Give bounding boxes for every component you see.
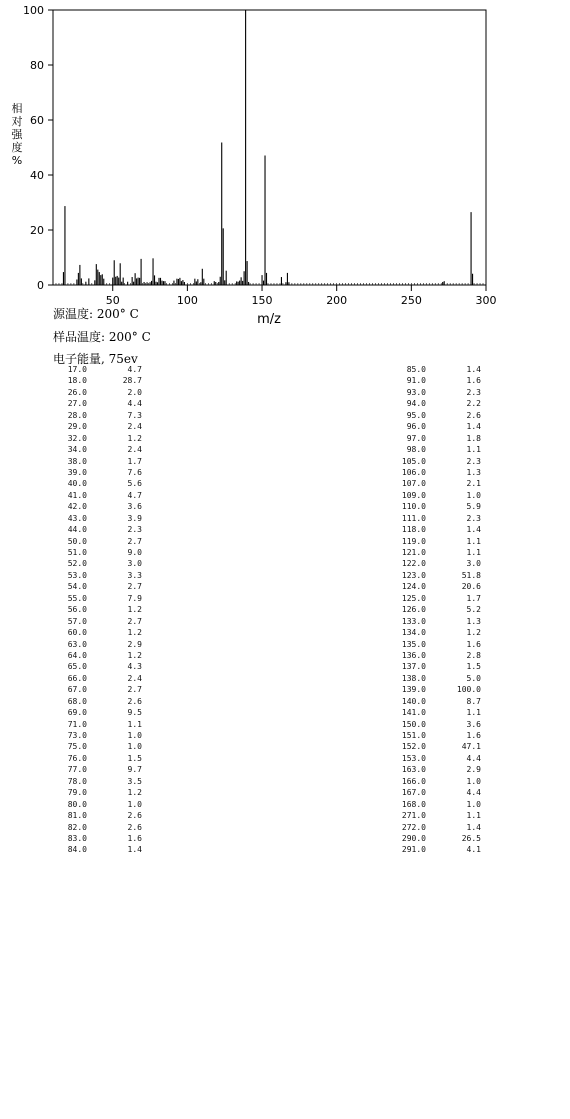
peak-intensity: 1.2 [466, 628, 481, 638]
peak-intensity: 1.1 [466, 548, 481, 557]
peak-intensity: 100.0 [456, 685, 481, 695]
peak-intensity: 9.0 [127, 548, 142, 557]
peak-row [396, 444, 481, 455]
peak-row [57, 661, 142, 672]
y-axis [23, 4, 53, 292]
peak-row [57, 536, 142, 547]
peak-intensity: 2.7 [127, 685, 142, 695]
peak-intensity: 2.1 [466, 479, 481, 489]
peak-intensity: 4.1 [466, 845, 481, 855]
peak-row [396, 433, 481, 444]
peak-row [57, 467, 142, 478]
peak-mz: 68.0 [67, 696, 87, 706]
x-axis [106, 285, 497, 307]
peak-mz: 38.0 [67, 456, 87, 466]
peak-row [396, 604, 481, 615]
x-tick-label: 200 [326, 294, 348, 307]
peak-mz: 119.0 [401, 536, 426, 546]
peak-mz: 26.0 [67, 387, 87, 397]
peak-mz: 271.0 [401, 811, 426, 821]
peak-row [57, 421, 142, 432]
peak-row [396, 627, 481, 638]
peak-row [57, 433, 142, 444]
peak-intensity: 4.4 [127, 399, 142, 409]
peak-row [57, 375, 142, 386]
peak-row [57, 387, 142, 398]
peak-intensity: 2.7 [127, 536, 142, 546]
peak-intensity: 1.7 [466, 593, 481, 603]
peak-intensity: 1.1 [466, 811, 481, 821]
peak-row [57, 844, 142, 855]
peak-row [396, 570, 481, 581]
peak-mz: 78.0 [67, 776, 87, 786]
peak-row [396, 741, 481, 752]
peak-row [396, 650, 481, 661]
peak-intensity: 2.9 [466, 765, 481, 775]
peak-row [57, 627, 142, 638]
y-tick-label: 100 [23, 4, 44, 17]
peak-intensity: 7.6 [127, 467, 142, 477]
peak-intensity: 2.3 [466, 387, 481, 397]
peak-intensity: 2.9 [127, 639, 142, 649]
peak-mz: 67.0 [67, 685, 87, 695]
peak-intensity: 2.0 [127, 387, 142, 397]
peak-row [57, 696, 142, 707]
peak-intensity: 20.6 [461, 582, 481, 592]
peak-intensity: 1.1 [466, 536, 481, 546]
peak-mz: 83.0 [67, 833, 87, 843]
peak-mz: 290.0 [401, 833, 426, 843]
peak-mz: 167.0 [401, 788, 426, 798]
peak-intensity: 1.8 [466, 433, 481, 443]
peak-intensity: 1.1 [466, 445, 481, 455]
peak-mz: 95.0 [406, 410, 426, 420]
electron-energy: 电子能量, 75ev [53, 352, 138, 366]
peak-row [396, 375, 481, 386]
x-tick-label: 300 [475, 294, 497, 307]
peak-mz: 98.0 [406, 445, 426, 455]
peak-intensity: 5.9 [466, 502, 481, 512]
peak-row [57, 501, 142, 512]
peak-mz: 85.0 [406, 365, 426, 374]
peak-row [396, 639, 481, 650]
peak-intensity: 4.7 [127, 365, 142, 374]
peak-intensity: 1.4 [127, 845, 142, 855]
peak-row [396, 364, 481, 375]
peak-mz: 152.0 [401, 742, 426, 752]
peak-row [57, 398, 142, 409]
peak-mz: 77.0 [67, 765, 87, 775]
peak-intensity: 2.8 [466, 650, 481, 660]
peak-intensity: 1.0 [127, 799, 142, 809]
x-axis-label: m/z [257, 312, 281, 327]
peak-mz: 51.0 [67, 548, 87, 557]
source-temperature: 源温度: 200° C [53, 307, 139, 321]
y-tick-label: 20 [30, 224, 44, 237]
x-tick-label: 100 [176, 294, 198, 307]
peak-intensity: 4.3 [127, 662, 142, 672]
peak-mz: 272.0 [401, 822, 426, 832]
peak-mz: 42.0 [67, 502, 87, 512]
peak-intensity: 1.6 [466, 639, 481, 649]
peak-mz: 123.0 [401, 570, 426, 580]
peak-intensity: 1.1 [466, 708, 481, 718]
peak-row [57, 673, 142, 684]
peak-intensity: 1.4 [466, 525, 481, 535]
peak-row [57, 513, 142, 524]
peak-intensity: 1.3 [466, 616, 481, 626]
plot-frame [53, 10, 486, 285]
peak-mz: 18.0 [67, 376, 87, 386]
peak-mz: 134.0 [401, 628, 426, 638]
peak-row [57, 616, 142, 627]
peak-mz: 109.0 [401, 490, 426, 500]
peak-intensity: 2.7 [127, 616, 142, 626]
peak-row [396, 822, 481, 833]
peak-row [396, 764, 481, 775]
peak-mz: 125.0 [401, 593, 426, 603]
peak-mz: 135.0 [401, 639, 426, 649]
peak-intensity: 2.3 [127, 525, 142, 535]
peak-row [396, 844, 481, 855]
peak-mz: 64.0 [67, 650, 87, 660]
peak-intensity: 4.7 [127, 490, 142, 500]
peak-row [57, 822, 142, 833]
peak-mz: 29.0 [67, 422, 87, 432]
peak-row [396, 536, 481, 547]
peak-table-left [57, 364, 142, 856]
peak-mz: 41.0 [67, 490, 87, 500]
peak-row [57, 364, 142, 375]
peak-row [396, 799, 481, 810]
peak-mz: 133.0 [401, 616, 426, 626]
peak-row [57, 707, 142, 718]
peak-mz: 107.0 [401, 479, 426, 489]
peak-intensity: 7.3 [127, 410, 142, 420]
y-tick-label: 40 [30, 169, 44, 182]
peak-row [396, 833, 481, 844]
peak-mz: 96.0 [406, 422, 426, 432]
y-axis-title [12, 101, 24, 167]
peak-intensity: 1.7 [127, 456, 142, 466]
peak-intensity: 1.2 [127, 628, 142, 638]
peak-row [57, 593, 142, 604]
peak-mz: 54.0 [67, 582, 87, 592]
peak-row [396, 513, 481, 524]
peak-intensity: 26.5 [461, 833, 481, 843]
peak-intensity: 1.6 [466, 731, 481, 740]
peak-intensity: 3.0 [127, 559, 142, 569]
peak-row [57, 558, 142, 569]
peak-mz: 126.0 [401, 605, 426, 615]
x-tick-label: 250 [400, 294, 422, 307]
peak-intensity: 2.6 [127, 696, 142, 706]
peak-mz: 39.0 [67, 467, 87, 477]
peak-intensity: 2.4 [127, 673, 142, 683]
peak-row [396, 478, 481, 489]
peak-intensity: 2.3 [466, 513, 481, 523]
peak-mz: 40.0 [67, 479, 87, 489]
peak-intensity: 2.2 [466, 399, 481, 409]
peak-intensity: 2.6 [127, 822, 142, 832]
peak-intensity: 1.2 [127, 788, 142, 798]
peak-intensity: 7.9 [127, 593, 142, 603]
peak-intensity: 51.8 [461, 570, 481, 580]
peak-intensity: 1.6 [127, 833, 142, 843]
peak-row [396, 776, 481, 787]
peak-mz: 97.0 [406, 433, 426, 443]
peak-row [57, 490, 142, 501]
peak-row [57, 581, 142, 592]
peak-row [396, 490, 481, 501]
peak-bars [63, 10, 472, 285]
peak-mz: 32.0 [67, 433, 87, 443]
peak-mz: 139.0 [401, 685, 426, 695]
peak-mz: 60.0 [67, 628, 87, 638]
peak-mz: 56.0 [67, 605, 87, 615]
peak-intensity: 1.6 [466, 376, 481, 386]
peak-mz: 111.0 [401, 513, 426, 523]
peak-row [57, 410, 142, 421]
y-tick-label: 60 [30, 114, 44, 127]
peak-mz: 63.0 [67, 639, 87, 649]
peak-row [57, 810, 142, 821]
sample-temperature: 样品温度: 200° C [53, 330, 151, 344]
y-axis-label: 相对强度% [11, 102, 23, 167]
peak-intensity: 3.6 [466, 719, 481, 729]
peak-intensity: 2.6 [127, 811, 142, 821]
peak-intensity: 3.6 [127, 502, 142, 512]
peak-row [57, 787, 142, 798]
peak-row [396, 410, 481, 421]
peak-intensity: 1.2 [127, 433, 142, 443]
peak-mz: 52.0 [67, 559, 87, 569]
peak-mz: 141.0 [401, 708, 426, 718]
peak-mz: 69.0 [67, 708, 87, 718]
peak-mz: 166.0 [401, 776, 426, 786]
peak-intensity: 9.7 [127, 765, 142, 775]
peak-row [57, 456, 142, 467]
peak-row [396, 387, 481, 398]
peak-intensity: 8.7 [466, 696, 481, 706]
peak-mz: 79.0 [67, 788, 87, 798]
peak-mz: 80.0 [67, 799, 87, 809]
peak-row [57, 524, 142, 535]
peak-intensity: 1.5 [127, 753, 142, 763]
peak-intensity: 2.4 [127, 445, 142, 455]
peak-intensity: 1.3 [466, 467, 481, 477]
peak-row [396, 456, 481, 467]
peak-row [396, 673, 481, 684]
mass-spectrum-chart [0, 0, 570, 330]
peak-intensity: 1.1 [127, 719, 142, 729]
peak-mz: 50.0 [67, 536, 87, 546]
peak-intensity: 1.0 [466, 490, 481, 500]
peak-intensity: 3.3 [127, 570, 142, 580]
peak-intensity: 2.7 [127, 582, 142, 592]
peak-row [396, 398, 481, 409]
peak-intensity: 4.4 [466, 788, 481, 798]
peak-mz: 28.0 [67, 410, 87, 420]
peak-row [57, 570, 142, 581]
peak-mz: 153.0 [401, 753, 426, 763]
peak-row [57, 730, 142, 741]
peak-row [396, 616, 481, 627]
peak-mz: 73.0 [67, 731, 87, 740]
peak-mz: 66.0 [67, 673, 87, 683]
peak-intensity: 5.0 [466, 673, 481, 683]
peak-intensity: 1.2 [127, 605, 142, 615]
peak-intensity: 5.6 [127, 479, 142, 489]
peak-mz: 140.0 [401, 696, 426, 706]
peak-intensity: 1.4 [466, 422, 481, 432]
peak-mz: 27.0 [67, 399, 87, 409]
peak-mz: 91.0 [406, 376, 426, 386]
peak-mz: 93.0 [406, 387, 426, 397]
peak-intensity: 1.0 [127, 731, 142, 740]
peak-mz: 136.0 [401, 650, 426, 660]
peak-row [57, 741, 142, 752]
peak-row [396, 696, 481, 707]
peak-row [57, 753, 142, 764]
peak-mz: 44.0 [67, 525, 87, 535]
peak-mz: 81.0 [67, 811, 87, 821]
peak-intensity: 9.5 [127, 708, 142, 718]
peak-row [396, 524, 481, 535]
peak-intensity: 1.4 [466, 365, 481, 374]
peak-row [396, 787, 481, 798]
peak-row [57, 799, 142, 810]
peak-mz: 137.0 [401, 662, 426, 672]
peak-intensity: 28.7 [122, 376, 142, 386]
peak-mz: 76.0 [67, 753, 87, 763]
peak-mz: 53.0 [67, 570, 87, 580]
peak-row [396, 467, 481, 478]
peak-mz: 65.0 [67, 662, 87, 672]
y-tick-label: 80 [30, 59, 44, 72]
peak-mz: 57.0 [67, 616, 87, 626]
peak-row [396, 684, 481, 695]
peak-mz: 43.0 [67, 513, 87, 523]
peak-intensity: 1.0 [466, 799, 481, 809]
x-tick-label: 50 [105, 294, 120, 307]
peak-mz: 121.0 [401, 548, 426, 557]
peak-row [396, 501, 481, 512]
peak-intensity: 3.5 [127, 776, 142, 786]
peak-mz: 84.0 [67, 845, 87, 855]
peak-mz: 151.0 [401, 731, 426, 740]
peak-row [396, 593, 481, 604]
peak-mz: 55.0 [67, 593, 87, 603]
peak-mz: 75.0 [67, 742, 87, 752]
x-tick-label: 150 [251, 294, 273, 307]
peak-intensity: 2.6 [466, 410, 481, 420]
peak-mz: 106.0 [401, 467, 426, 477]
peak-intensity: 2.3 [466, 456, 481, 466]
peak-row [396, 547, 481, 558]
peak-row [57, 604, 142, 615]
peak-mz: 150.0 [401, 719, 426, 729]
peak-row [57, 764, 142, 775]
peak-intensity: 1.2 [127, 650, 142, 660]
peak-mz: 17.0 [67, 365, 87, 374]
peak-row [57, 684, 142, 695]
peak-mz: 138.0 [401, 673, 426, 683]
peak-mz: 34.0 [67, 445, 87, 455]
peak-intensity: 1.0 [127, 742, 142, 752]
peak-row [396, 581, 481, 592]
peak-mz: 163.0 [401, 765, 426, 775]
peak-row [57, 650, 142, 661]
peak-mz: 118.0 [401, 525, 426, 535]
peak-mz: 71.0 [67, 719, 87, 729]
peak-row [396, 753, 481, 764]
peak-mz: 124.0 [401, 582, 426, 592]
peak-row [396, 719, 481, 730]
peak-mz: 168.0 [401, 799, 426, 809]
peak-intensity: 3.9 [127, 513, 142, 523]
peak-row [57, 639, 142, 650]
peak-row [57, 776, 142, 787]
peak-row [396, 810, 481, 821]
peak-row [57, 478, 142, 489]
peak-mz: 105.0 [401, 456, 426, 466]
peak-intensity: 2.4 [127, 422, 142, 432]
peak-intensity: 47.1 [461, 742, 481, 752]
peak-row [57, 833, 142, 844]
peak-mz: 110.0 [401, 502, 426, 512]
peak-row [396, 661, 481, 672]
peak-row [57, 547, 142, 558]
peak-intensity: 3.0 [466, 559, 481, 569]
peak-intensity: 1.0 [466, 776, 481, 786]
peak-row [396, 707, 481, 718]
peak-mz: 291.0 [401, 845, 426, 855]
peak-intensity: 1.4 [466, 822, 481, 832]
peak-intensity: 5.2 [466, 605, 481, 615]
peak-row [396, 421, 481, 432]
peak-row [396, 558, 481, 569]
peak-mz: 94.0 [406, 399, 426, 409]
peak-mz: 82.0 [67, 822, 87, 832]
peak-row [57, 719, 142, 730]
peak-row [396, 730, 481, 741]
peak-row [57, 444, 142, 455]
peak-table-right [396, 364, 481, 856]
y-tick-label: 0 [37, 279, 44, 292]
peak-intensity: 4.4 [466, 753, 481, 763]
peak-mz: 122.0 [401, 559, 426, 569]
peak-intensity: 1.5 [466, 662, 481, 672]
